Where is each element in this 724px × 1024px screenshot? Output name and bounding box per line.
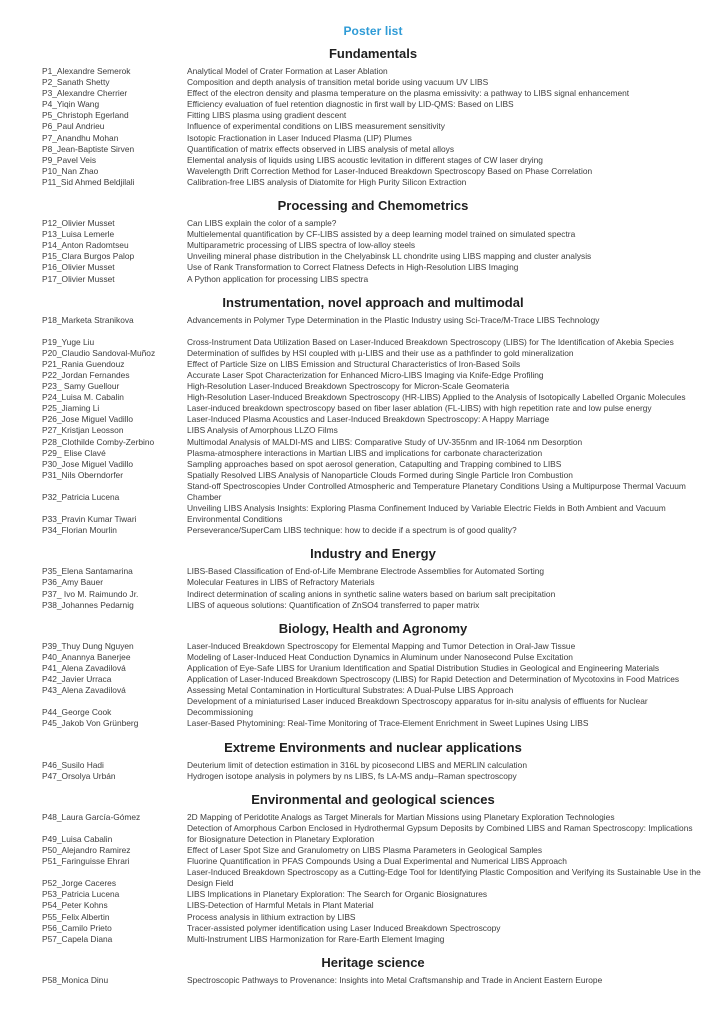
poster-row bbox=[42, 934, 704, 945]
poster-row bbox=[42, 771, 704, 782]
presenter-name: P21_Rania Guendouz bbox=[42, 358, 125, 369]
poster-title: A Python application for processing LIBS spectra bbox=[187, 273, 369, 284]
section bbox=[42, 740, 704, 782]
poster-row bbox=[42, 448, 704, 459]
poster-row bbox=[42, 240, 704, 251]
poster-row bbox=[42, 912, 704, 923]
presenter-name: P50_Alejandro Ramirez bbox=[42, 844, 131, 855]
poster-title: Influence of experimental conditions on LIBS measurement sensitivity bbox=[187, 121, 445, 132]
poster-title: Spectroscopic Pathways to Provenance: Insights into Metal Craftsmanship and Trade in Ancient Eastern Europe bbox=[187, 974, 603, 985]
poster-title: Process analysis in lithium extraction by LIBS bbox=[187, 911, 356, 922]
presenter-name: P44_George Cook bbox=[42, 707, 112, 718]
poster-row bbox=[42, 718, 704, 729]
presenter-name: P19_Yuge Liu bbox=[42, 336, 95, 347]
poster-row bbox=[42, 144, 704, 155]
presenter-name: P38_Johannes Pedarnig bbox=[42, 599, 134, 610]
presenter-name: P35_Elena Santamarina bbox=[42, 566, 133, 577]
poster-title: Hydrogen isotope analysis in polymers by ns LIBS, fs LA-MS andµ–Raman spectroscopy bbox=[187, 770, 517, 781]
section bbox=[42, 792, 704, 945]
poster-row bbox=[42, 133, 704, 144]
poster-title: Laser-Induced Plasma Acoustics and Laser-Induced Breakdown Spectroscopy: A Happy Marriage bbox=[187, 414, 550, 425]
poster-row bbox=[42, 481, 704, 503]
poster-title: Application of Eye-Safe LIBS for Uranium Identification and Spatial Distribution Studies in Geological and Engineering Materials bbox=[187, 662, 660, 673]
presenter-name: P34_Florian Mourlin bbox=[42, 525, 117, 536]
presenter-name: P20_Claudio Sandoval-Muñoz bbox=[42, 347, 156, 358]
section-heading: Heritage science bbox=[321, 954, 425, 970]
poster-row bbox=[42, 218, 704, 229]
presenter-name: P11_Sid Ahmed Beldjilali bbox=[42, 176, 135, 187]
poster-row bbox=[42, 262, 704, 273]
presenter-name: P48_Laura García-Gómez bbox=[42, 811, 141, 822]
poster-row bbox=[42, 867, 704, 889]
poster-row bbox=[42, 77, 704, 88]
presenter-name: P15_Clara Burgos Palop bbox=[42, 251, 135, 262]
presenter-name: P46_Susilo Hadi bbox=[42, 759, 104, 770]
presenter-name: P58_Monica Dinu bbox=[42, 974, 109, 985]
poster-title: Multiparametric processing of LIBS spectra of low-alloy steels bbox=[187, 240, 416, 251]
poster-title: Laser-Induced Breakdown Spectroscopy for Elemental Mapping and Tumor Detection in Oral-Jaw Tissue bbox=[187, 640, 576, 651]
presenter-name: P9_Pavel Veis bbox=[42, 154, 97, 165]
poster-row bbox=[42, 348, 704, 359]
poster-row bbox=[42, 674, 704, 685]
poster-row bbox=[42, 470, 704, 481]
poster-row bbox=[42, 166, 704, 177]
poster-row bbox=[42, 315, 704, 326]
poster-title: Analytical Model of Crater Formation at Laser Ablation bbox=[187, 66, 388, 76]
poster-row bbox=[42, 823, 704, 845]
section bbox=[42, 295, 704, 537]
presenter-name: P31_Nils Oberndorfer bbox=[42, 469, 123, 480]
poster-title: Application of Laser-Induced Breakdown Spectroscopy (LIBS) for Rapid Detection and Determination of Mycotoxins in Food Matrices bbox=[187, 674, 680, 685]
poster-title: Isotopic Fractionation in Laser Induced Plasma (LIP) Plumes bbox=[187, 132, 412, 143]
presenter-name: P27_Kristjan Leosson bbox=[42, 425, 124, 436]
presenter-name: P13_Luisa Lemerle bbox=[42, 229, 115, 240]
presenter-name: P41_Alena Zavadilová bbox=[42, 662, 126, 673]
poster-row bbox=[42, 685, 704, 696]
poster-title: High-Resolution Laser-Induced Breakdown Spectroscopy for Micron-Scale Geomateria bbox=[187, 381, 510, 392]
poster-title: LIBS of aqueous solutions: Quantification of ZnSO4 transferred to paper matrix bbox=[187, 599, 480, 610]
presenter-name: P2_Sanath Shetty bbox=[42, 77, 110, 88]
presenter-name: P30_Jose Miguel Vadillo bbox=[42, 458, 134, 469]
poster-row bbox=[42, 566, 704, 577]
document-title: Poster list bbox=[343, 24, 403, 38]
presenter-name: P7_Anandhu Mohan bbox=[42, 132, 119, 143]
presenter-name: P45_Jakob Von Grünberg bbox=[42, 718, 139, 729]
section-heading: Environmental and geological sciences bbox=[251, 791, 495, 807]
presenter-name: P32_Patricia Lucena bbox=[42, 492, 120, 502]
presenter-name: P5_Christoph Egerland bbox=[42, 110, 129, 121]
presenter-name: P49_Luisa Cabalin bbox=[42, 833, 113, 844]
poster-title: Wavelength Drift Correction Method for Laser-Induced Breakdown Spectroscopy Based on Phase Correlation bbox=[187, 165, 593, 176]
poster-row bbox=[42, 652, 704, 663]
poster-row bbox=[42, 110, 704, 121]
poster-title: Laser-Based Phytomining: Real-Time Monitoring of Trace-Element Enrichment in Sweet Lupines Using LIBS bbox=[187, 718, 589, 729]
poster-row bbox=[42, 251, 704, 262]
poster-title: Tracer-assisted polymer identification using Laser Induced Breakdown Spectroscopy bbox=[187, 922, 501, 933]
presenter-name: P22_Jordan Fernandes bbox=[42, 369, 130, 380]
poster-row bbox=[42, 437, 704, 448]
poster-title: Unveiling mineral phase distribution in the Chelyabinsk LL chondrite using LIBS mapping and cluster analysis bbox=[187, 251, 592, 262]
poster-title: Multimodal Analysis of MALDI-MS and LIBS: Comparative Study of UV-355nm and IR-1064 nm Desorption bbox=[187, 436, 583, 447]
section-heading: Instrumentation, novel approach and multimodal bbox=[222, 294, 524, 310]
poster-title: Can LIBS explain the color of a sample? bbox=[187, 218, 337, 229]
sections-container bbox=[42, 46, 704, 986]
poster-title: Modeling of Laser-Induced Heat Conduction Dynamics in Aluminum under Nanosecond Pulse Excitation bbox=[187, 651, 573, 662]
presenter-name: P26_Jose Miguel Vadillo bbox=[42, 414, 134, 425]
poster-title: Effect of Particle Size on LIBS Emission and Structural Characteristics of Iron-Based Soils bbox=[187, 358, 521, 369]
poster-row bbox=[42, 66, 704, 77]
presenter-name: P53_Patricia Lucena bbox=[42, 889, 120, 900]
poster-title: Composition and depth analysis of transition metal boride using vacuum UV LIBS bbox=[187, 77, 489, 88]
poster-row bbox=[42, 88, 704, 99]
poster-title: Assessing Metal Contamination in Horticultural Substrates: A Dual-Pulse LIBS Approach bbox=[187, 685, 514, 696]
poster-title: Efficiency evaluation of fuel retention diagnostic in first wall by LID-QMS: Based on LIBS bbox=[187, 99, 514, 110]
presenter-name: P36_Amy Bauer bbox=[42, 577, 103, 588]
poster-row bbox=[42, 274, 704, 285]
presenter-name: P25_Jiaming Li bbox=[42, 403, 100, 414]
poster-title: Sampling approaches based on spot aerosol generation, Catapulting and Trapping combined to LIBS bbox=[187, 458, 562, 469]
poster-title: Advancements in Polymer Type Determination in the Plastic Industry using Sci-Trace/M-Trace LIBS Technology bbox=[187, 314, 600, 325]
presenter-name: P39_Thuy Dung Nguyen bbox=[42, 640, 134, 651]
poster-title: LIBS Implications in Planetary Exploration: The Search for Organic Biosignatures bbox=[187, 889, 488, 900]
presenter-name: P43_Alena Zavadilová bbox=[42, 685, 126, 696]
poster-row bbox=[42, 155, 704, 166]
presenter-name: P17_Olivier Musset bbox=[42, 273, 115, 284]
poster-row bbox=[42, 337, 704, 348]
poster-row bbox=[42, 889, 704, 900]
poster-row bbox=[42, 900, 704, 911]
poster-row bbox=[42, 577, 704, 588]
poster-row bbox=[42, 425, 704, 436]
section-heading: Extreme Environments and nuclear applications bbox=[224, 739, 522, 755]
poster-title: LIBS-Detection of Harmful Metals in Plant Material bbox=[187, 900, 374, 911]
presenter-name: P51_Faringuisse Ehrari bbox=[42, 856, 130, 867]
section bbox=[42, 621, 704, 730]
poster-title: Molecular Features in LIBS of Refractory Materials bbox=[187, 577, 375, 588]
presenter-name: P55_Felix Albertin bbox=[42, 911, 110, 922]
presenter-name: P33_Pravin Kumar Tiwari bbox=[42, 514, 137, 525]
poster-title: Fitting LIBS plasma using gradient descent bbox=[187, 110, 347, 121]
poster-title: Spatially Resolved LIBS Analysis of Nanoparticle Clouds Formed during Single Particle Iron Combustion bbox=[187, 469, 573, 480]
poster-row bbox=[42, 370, 704, 381]
poster-row bbox=[42, 403, 704, 414]
presenter-name: P3_Alexandre Cherrier bbox=[42, 88, 128, 99]
poster-row bbox=[42, 923, 704, 934]
presenter-name: P8_Jean-Baptiste Sirven bbox=[42, 143, 135, 154]
poster-row bbox=[42, 600, 704, 611]
section-heading: Industry and Energy bbox=[310, 546, 436, 562]
poster-title: High-Resolution Laser-Induced Breakdown Spectroscopy (HR-LIBS) Applied to the Analysis of Isotopically Labelled Organic Molecules bbox=[187, 392, 686, 403]
section bbox=[42, 546, 704, 610]
section-heading: Processing and Chemometrics bbox=[277, 198, 469, 214]
poster-title: Effect of Laser Spot Size and Granulometry on LIBS Plasma Parameters in Geological Samples bbox=[187, 844, 543, 855]
poster-title: Determination of sulfides by HSI coupled with µ-LIBS and their use as a pathfinder to gold mineralization bbox=[187, 347, 574, 358]
poster-title: Deuterium limit of detection estimation in 316L by picosecond LIBS and MERLIN calculation bbox=[187, 759, 527, 770]
section bbox=[42, 955, 704, 986]
poster-row bbox=[42, 414, 704, 425]
poster-title: Plasma-atmosphere interactions in Martian LIBS and implications for carbonate characterization bbox=[187, 447, 543, 458]
poster-title: Use of Rank Transformation to Correct Flatness Defects in High-Resolution LIBS Imaging bbox=[187, 262, 519, 273]
poster-title: Quantification of matrix effects observed in LIBS analysis of metal alloys bbox=[187, 143, 455, 154]
poster-row bbox=[42, 975, 704, 986]
section-heading: Fundamentals bbox=[328, 46, 418, 61]
poster-title: Effect of the electron density and plasma temperature on the plasma emissivity: a pathway to LIBS signal enhancement bbox=[187, 88, 630, 99]
poster-title: Indirect determination of scaling anions in synthetic saline waters based on barium salt precipitation bbox=[187, 588, 556, 599]
presenter-name: P1_Alexandre Semerok bbox=[42, 66, 131, 76]
presenter-name: P10_Nan Zhao bbox=[42, 165, 99, 176]
poster-title: Laser-induced breakdown spectroscopy based on fiber laser ablation (FL-LIBS) with high repetition rate and low pulse energy bbox=[187, 403, 652, 414]
poster-row bbox=[42, 392, 704, 403]
poster-row bbox=[42, 696, 704, 718]
presenter-name: P6_Paul Andrieu bbox=[42, 121, 105, 132]
poster-row bbox=[42, 856, 704, 867]
presenter-name: P12_Olivier Musset bbox=[42, 218, 115, 229]
poster-row bbox=[42, 381, 704, 392]
poster-title: Calibration-free LIBS analysis of Diatomite for High Purity Silicon Extraction bbox=[187, 176, 467, 187]
poster-row bbox=[42, 229, 704, 240]
section-heading: Biology, Health and Agronomy bbox=[278, 620, 468, 636]
presenter-name: P14_Anton Radomtseu bbox=[42, 240, 129, 251]
poster-title: Detection of Amorphous Carbon Enclosed in Hydrothermal Gypsum Deposits by Combined LIBS and Raman Spectroscopy: Implications for Biosignature Detection in Planetary Exploration bbox=[187, 822, 693, 844]
poster-row bbox=[42, 177, 704, 188]
presenter-name: P40_Anannya Banerjee bbox=[42, 651, 131, 662]
presenter-name: P28_Clothilde Comby-Zerbino bbox=[42, 436, 155, 447]
poster-title: Laser-Induced Breakdown Spectroscopy as a Cutting-Edge Tool for Identifying Plastic Composition and Verifying its Sustainable Use in the Design Field bbox=[187, 867, 701, 889]
poster-title: Unveiling LIBS Analysis Insights: Exploring Plasma Confinement Induced by Variable Electric Fields in Both Ambient and Vacuum Environmental Conditions bbox=[187, 503, 666, 525]
presenter-name: P18_Marketa Stranikova bbox=[42, 314, 134, 325]
presenter-name: P37_ Ivo M. Raimundo Jr. bbox=[42, 588, 139, 599]
poster-row bbox=[42, 845, 704, 856]
poster-row bbox=[42, 812, 704, 823]
poster-row bbox=[42, 641, 704, 652]
poster-title: LIBS-Based Classification of End-of-Life Membrane Electrode Assemblies for Automated Sorting bbox=[187, 566, 545, 577]
poster-row bbox=[42, 99, 704, 110]
presenter-name: P4_Yiqin Wang bbox=[42, 99, 100, 110]
poster-row bbox=[42, 121, 704, 132]
section bbox=[42, 46, 704, 188]
poster-title: Elemental analysis of liquids using LIBS acoustic levitation in different stages of CW laser drying bbox=[187, 154, 543, 165]
poster-title: Fluorine Quantification in PFAS Compounds Using a Dual Experimental and Numerical LIBS Approach bbox=[187, 856, 567, 867]
poster-title: Perseverance/SuperCam LIBS technique: how to decide if a spectrum is of good quality? bbox=[187, 525, 517, 536]
presenter-name: P24_Luisa M. Cabalin bbox=[42, 392, 124, 403]
section bbox=[42, 198, 704, 285]
poster-title: Cross-Instrument Data Utilization Based on Laser-Induced Breakdown Spectroscopy (LIBS) for The Identification of Akebia Species bbox=[187, 336, 674, 347]
presenter-name: P29_ Elise Clavé bbox=[42, 447, 106, 458]
poster-row bbox=[42, 525, 704, 536]
presenter-name: P52_Jorge Caceres bbox=[42, 878, 117, 889]
poster-row bbox=[42, 359, 704, 370]
poster-title: Multi-Instrument LIBS Harmonization for Rare-Earth Element Imaging bbox=[187, 933, 445, 944]
poster-title: Development of a miniaturised Laser induced Breakdown Spectroscopy apparatus for in-situ analysis of effluents for Nuclear Decommissioning bbox=[187, 696, 648, 718]
poster-title: Stand-off Spectroscopies Under Controlled Atmospheric and Temperature Planetary Conditions Using a Multipurpose Thermal Vacuum Chamber bbox=[187, 480, 686, 502]
presenter-name: P23_ Samy Guellour bbox=[42, 381, 120, 392]
poster-row bbox=[42, 503, 704, 525]
poster-title: Multielemental quantification by CF-LIBS assisted by a deep learning model trained on simulated spectra bbox=[187, 229, 576, 240]
presenter-name: P47_Orsolya Urbán bbox=[42, 770, 116, 781]
poster-title: Accurate Laser Spot Characterization for Enhanced Micro-LIBS Imaging via Knife-Edge Profiling bbox=[187, 369, 544, 380]
poster-row bbox=[42, 589, 704, 600]
poster-row bbox=[42, 663, 704, 674]
presenter-name: P16_Olivier Musset bbox=[42, 262, 115, 273]
poster-row bbox=[42, 760, 704, 771]
presenter-name: P54_Peter Kohns bbox=[42, 900, 108, 911]
presenter-name: P56_Camilo Prieto bbox=[42, 922, 112, 933]
presenter-name: P42_Javier Urraca bbox=[42, 674, 112, 685]
poster-row bbox=[42, 459, 704, 470]
poster-title: LIBS Analysis of Amorphous LLZO Films bbox=[187, 425, 338, 436]
poster-title: 2D Mapping of Peridotite Analogs as Target Minerals for Martian Missions using Planetary Exploration Technologies bbox=[187, 811, 615, 822]
presenter-name: P57_Capela Diana bbox=[42, 933, 113, 944]
